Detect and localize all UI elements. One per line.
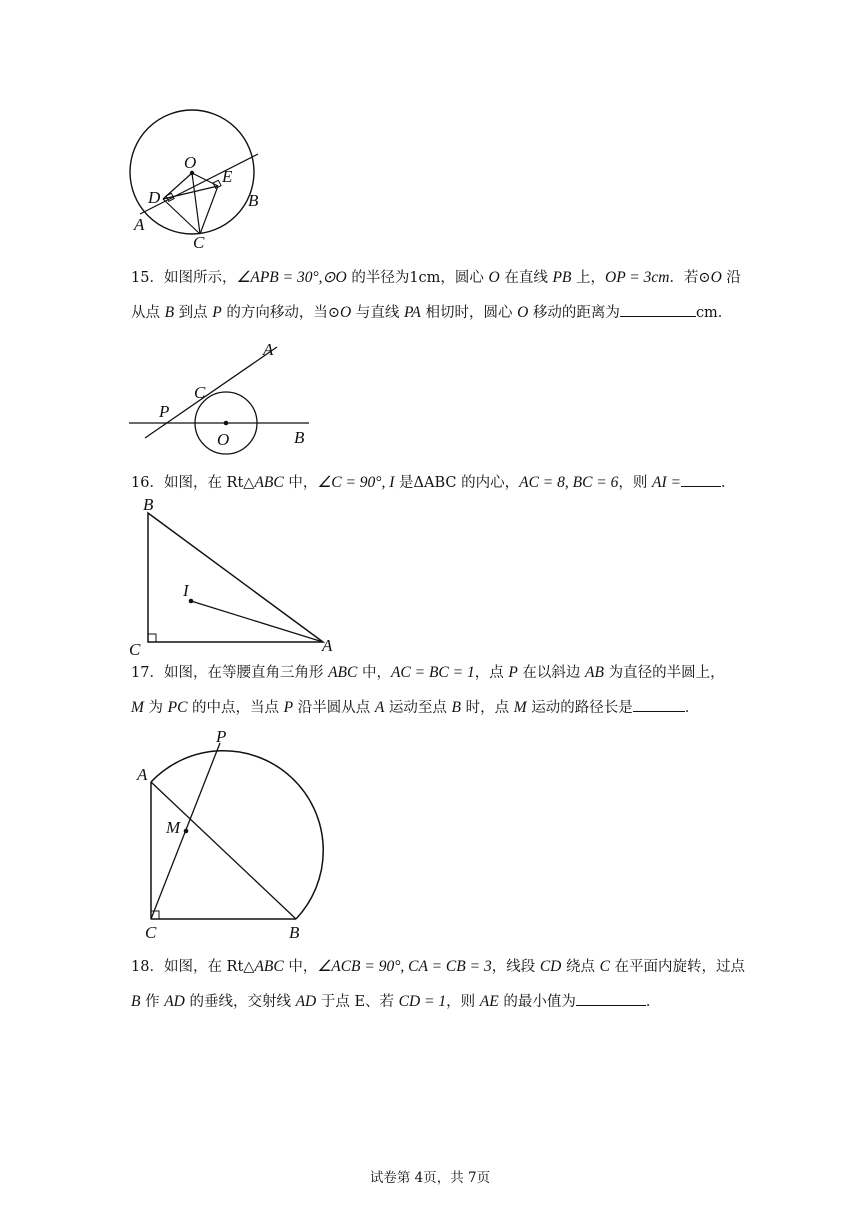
q18-text: ，线段 — [491, 959, 540, 975]
label-B: B — [248, 191, 259, 210]
page-footer: 试卷第 4页，共 7页 — [369, 1170, 491, 1186]
label-C: C — [194, 383, 206, 402]
q15-text: 上， — [571, 270, 606, 286]
q17-line1 — [131, 663, 725, 683]
q17-text: 运动至点 — [384, 700, 452, 716]
q15-text: cm． — [695, 305, 733, 321]
q15-math: B — [164, 304, 175, 321]
q17-text: ，点 — [474, 665, 509, 681]
q18-text: 如图，在 Rt△ — [163, 959, 255, 975]
q16-text: ． — [720, 475, 736, 491]
q18-line1 — [131, 957, 745, 977]
q17-math: AB — [585, 664, 604, 681]
label-P: P — [216, 727, 227, 746]
q18-text: 中， — [283, 959, 318, 975]
q18-math: ∠ACB = 90°, CA = CB = 3 — [317, 958, 492, 975]
q15-text: 在直线 — [499, 270, 553, 286]
q15-math: PB — [552, 269, 572, 286]
q17-text: 如图，在等腰直角三角形 — [163, 665, 329, 681]
q18-text: 在平面内旋转，过点 — [609, 959, 746, 975]
q17-text: 在以斜边 — [517, 665, 586, 681]
q15-text: 相切时，圆心 — [420, 305, 518, 321]
q15-math: O — [710, 269, 722, 286]
q18-math: CD = 1 — [398, 993, 447, 1010]
q15-text: 与直线 — [351, 305, 404, 321]
q17-math: B — [451, 699, 462, 716]
label-O: O — [184, 153, 197, 172]
q17-math: M — [513, 699, 527, 716]
q15-math: O — [340, 304, 352, 321]
q15-math: P — [212, 304, 222, 321]
label-A: A — [322, 636, 333, 655]
q18-line2 — [131, 991, 660, 1012]
q16-math: AC = 8, BC = 6 — [519, 474, 619, 491]
q16-text: 如图，在 Rt△ — [163, 475, 255, 491]
q16-text: 是ΔABC 的内心， — [394, 475, 520, 491]
q18-math: ABC — [254, 958, 284, 975]
q15-text: 移动的距离为 — [528, 305, 620, 321]
label-P: P — [159, 402, 170, 421]
q16-answer-blank[interactable] — [681, 472, 721, 487]
q16-math: ABC — [254, 474, 284, 491]
q15-text: 沿 — [721, 270, 741, 286]
label-E: E — [222, 167, 233, 186]
q18-math: CD — [539, 958, 562, 975]
q18-text: 作 — [140, 994, 165, 1010]
figure-circle-oedc — [120, 110, 280, 260]
q18-math: AD — [295, 993, 317, 1010]
q15-text: ．若⊙ — [669, 270, 711, 286]
q15-line2 — [131, 302, 732, 323]
q15-text: 的方向移动，当⊙ — [221, 305, 341, 321]
q18-math: C — [599, 958, 610, 975]
q15-number: 15． — [131, 270, 164, 286]
q16-number: 16． — [131, 475, 164, 491]
q17-text: 中， — [357, 665, 391, 681]
q17-number: 17． — [131, 665, 164, 681]
q16-line1 — [131, 472, 735, 493]
label-A: A — [137, 765, 148, 784]
q17-text: 为 — [143, 700, 168, 716]
q18-number: 18． — [131, 959, 164, 975]
q17-math: M — [131, 699, 144, 716]
q15-math: O — [488, 269, 500, 286]
label-C: C — [193, 233, 205, 252]
q15-line1 — [131, 268, 741, 288]
q15-text: 从点 — [131, 305, 165, 321]
q18-math: B — [131, 993, 141, 1010]
q15-text: 到点 — [174, 305, 213, 321]
figure-right-triangle-incenter — [125, 495, 345, 660]
q16-text: ，则 — [618, 475, 653, 491]
q16-text: 中， — [283, 475, 318, 491]
q17-math: AC = BC = 1 — [390, 664, 475, 681]
q17-text: 沿半圆从点 — [293, 700, 375, 716]
q18-text: 的最小值为 — [498, 994, 576, 1010]
label-M: M — [166, 818, 181, 837]
q17-math: P — [283, 699, 294, 716]
q15-math: PA — [403, 304, 421, 321]
q17-math: ABC — [328, 664, 358, 681]
q17-line2 — [131, 697, 699, 718]
label-C: C — [145, 923, 157, 942]
q17-answer-blank[interactable] — [633, 697, 685, 712]
q18-text: 于点 E、若 — [316, 994, 399, 1010]
q16-math: AI = — [652, 474, 681, 491]
q17-text: 为直径的半圆上， — [603, 665, 725, 681]
label-D: D — [148, 188, 161, 207]
q18-answer-blank[interactable] — [576, 991, 646, 1006]
label-B: B — [294, 428, 305, 447]
q18-math: AE — [479, 993, 499, 1010]
figure-tangent-circle — [125, 335, 325, 450]
q17-text: 运动的路径长是 — [526, 700, 633, 716]
q15-text: 如图所示， — [163, 270, 237, 286]
q15-answer-blank[interactable] — [620, 302, 696, 317]
q17-math: A — [374, 699, 385, 716]
q18-math: AD — [164, 993, 185, 1010]
label-O: O — [217, 430, 230, 449]
q17-math: PC — [167, 699, 188, 716]
q17-text: ． — [684, 700, 700, 716]
q17-text: 的中点，当点 — [187, 700, 284, 716]
q15-math: O — [517, 304, 529, 321]
label-A: A — [134, 215, 145, 234]
q18-text: ． — [645, 994, 661, 1010]
q15-math: ∠APB = 30°,⊙O — [236, 269, 347, 286]
q16-math: ∠C = 90°, I — [317, 474, 395, 491]
q15-math: OP = 3cm — [605, 269, 670, 286]
label-C: C — [129, 640, 141, 659]
label-B: B — [143, 495, 154, 514]
q15-text: 的半径为1cm，圆心 — [346, 270, 489, 286]
figure-semicircle-triangle — [130, 725, 345, 945]
q18-text: ，则 — [446, 994, 480, 1010]
label-B: B — [289, 923, 300, 942]
q18-text: 绕点 — [561, 959, 600, 975]
q18-text: 的垂线，交射线 — [184, 994, 296, 1010]
q17-text: 时，点 — [461, 700, 514, 716]
label-A: A — [263, 340, 274, 359]
label-I: I — [183, 581, 189, 600]
q17-math: P — [508, 664, 518, 681]
